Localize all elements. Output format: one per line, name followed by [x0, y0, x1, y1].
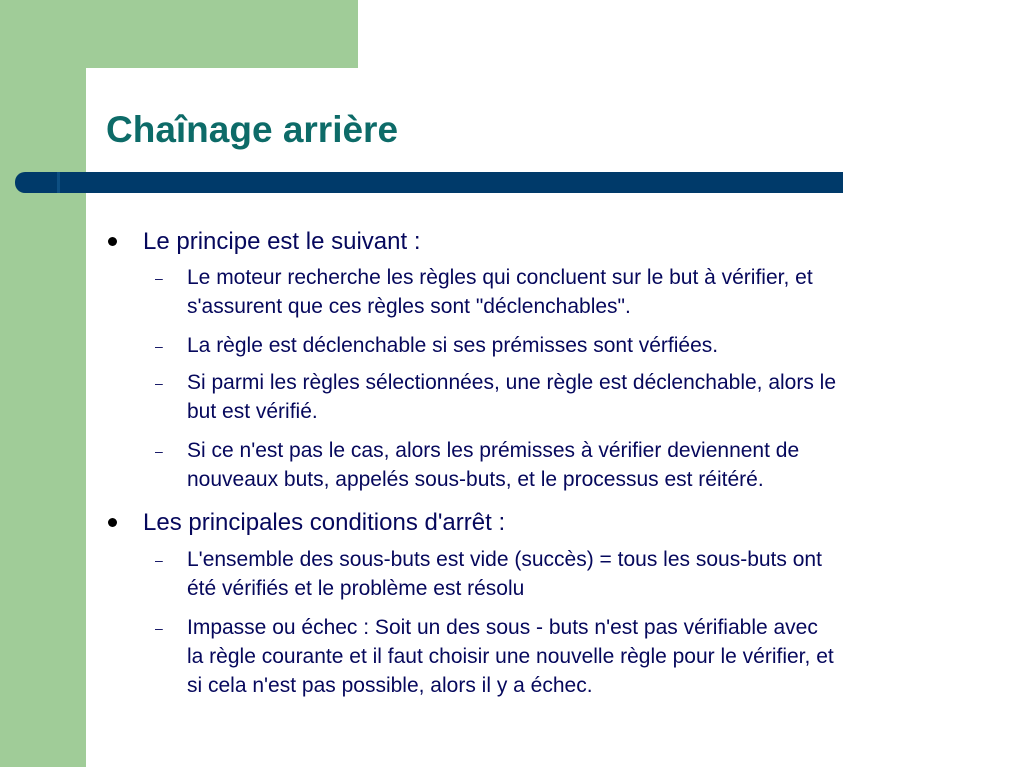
- title-bar-notch: [57, 172, 60, 193]
- sub-bullet-text: Si ce n'est pas le cas, alors les prémisses à vérifier deviennent de nouveaux buts, appelés sous-buts, et le processus est réitéré.: [187, 439, 800, 491]
- sub-bullet-text: Le moteur recherche les règles qui concluent sur le but à vérifier, et s'assurent que ces règles sont "déclenchables".: [187, 266, 813, 318]
- title-underline-bar: [15, 172, 843, 193]
- sub-bullet-text: Impasse ou échec : Soit un des sous - buts n'est pas vérifiable avec la règle courante et il faut choisir une nouvelle règle pour le vérifier, et si cela n'est pas possible, alors il y a échec.: [187, 616, 834, 697]
- green-top-band: [0, 0, 358, 68]
- sub-bullet-dash: –: [155, 443, 163, 459]
- sub-bullet-dash: –: [155, 552, 163, 568]
- sub-bullet-text: Si parmi les règles sélectionnées, une règle est déclenchable, alors le but est vérifié.: [187, 371, 837, 423]
- sub-bullet-dash: –: [155, 338, 163, 354]
- bullet-dot: [108, 518, 117, 527]
- bullet-dot: [108, 237, 117, 246]
- sub-bullet-dash: –: [155, 375, 163, 391]
- bullet-text: Le principe est le suivant :: [143, 228, 421, 255]
- sub-bullet-dash: –: [155, 270, 163, 286]
- green-sidebar: [0, 0, 86, 767]
- sub-bullet-text: La règle est déclenchable si ses prémisses sont vérfiées.: [187, 334, 719, 357]
- sub-bullet-dash: –: [155, 620, 163, 636]
- sub-bullet-text: L'ensemble des sous-buts est vide (succès) = tous les sous-buts ont été vérifiés et le problème est résolu: [187, 548, 822, 600]
- bullet-text: Les principales conditions d'arrêt :: [143, 509, 506, 536]
- slide-title: Chaînage arrière: [106, 109, 399, 150]
